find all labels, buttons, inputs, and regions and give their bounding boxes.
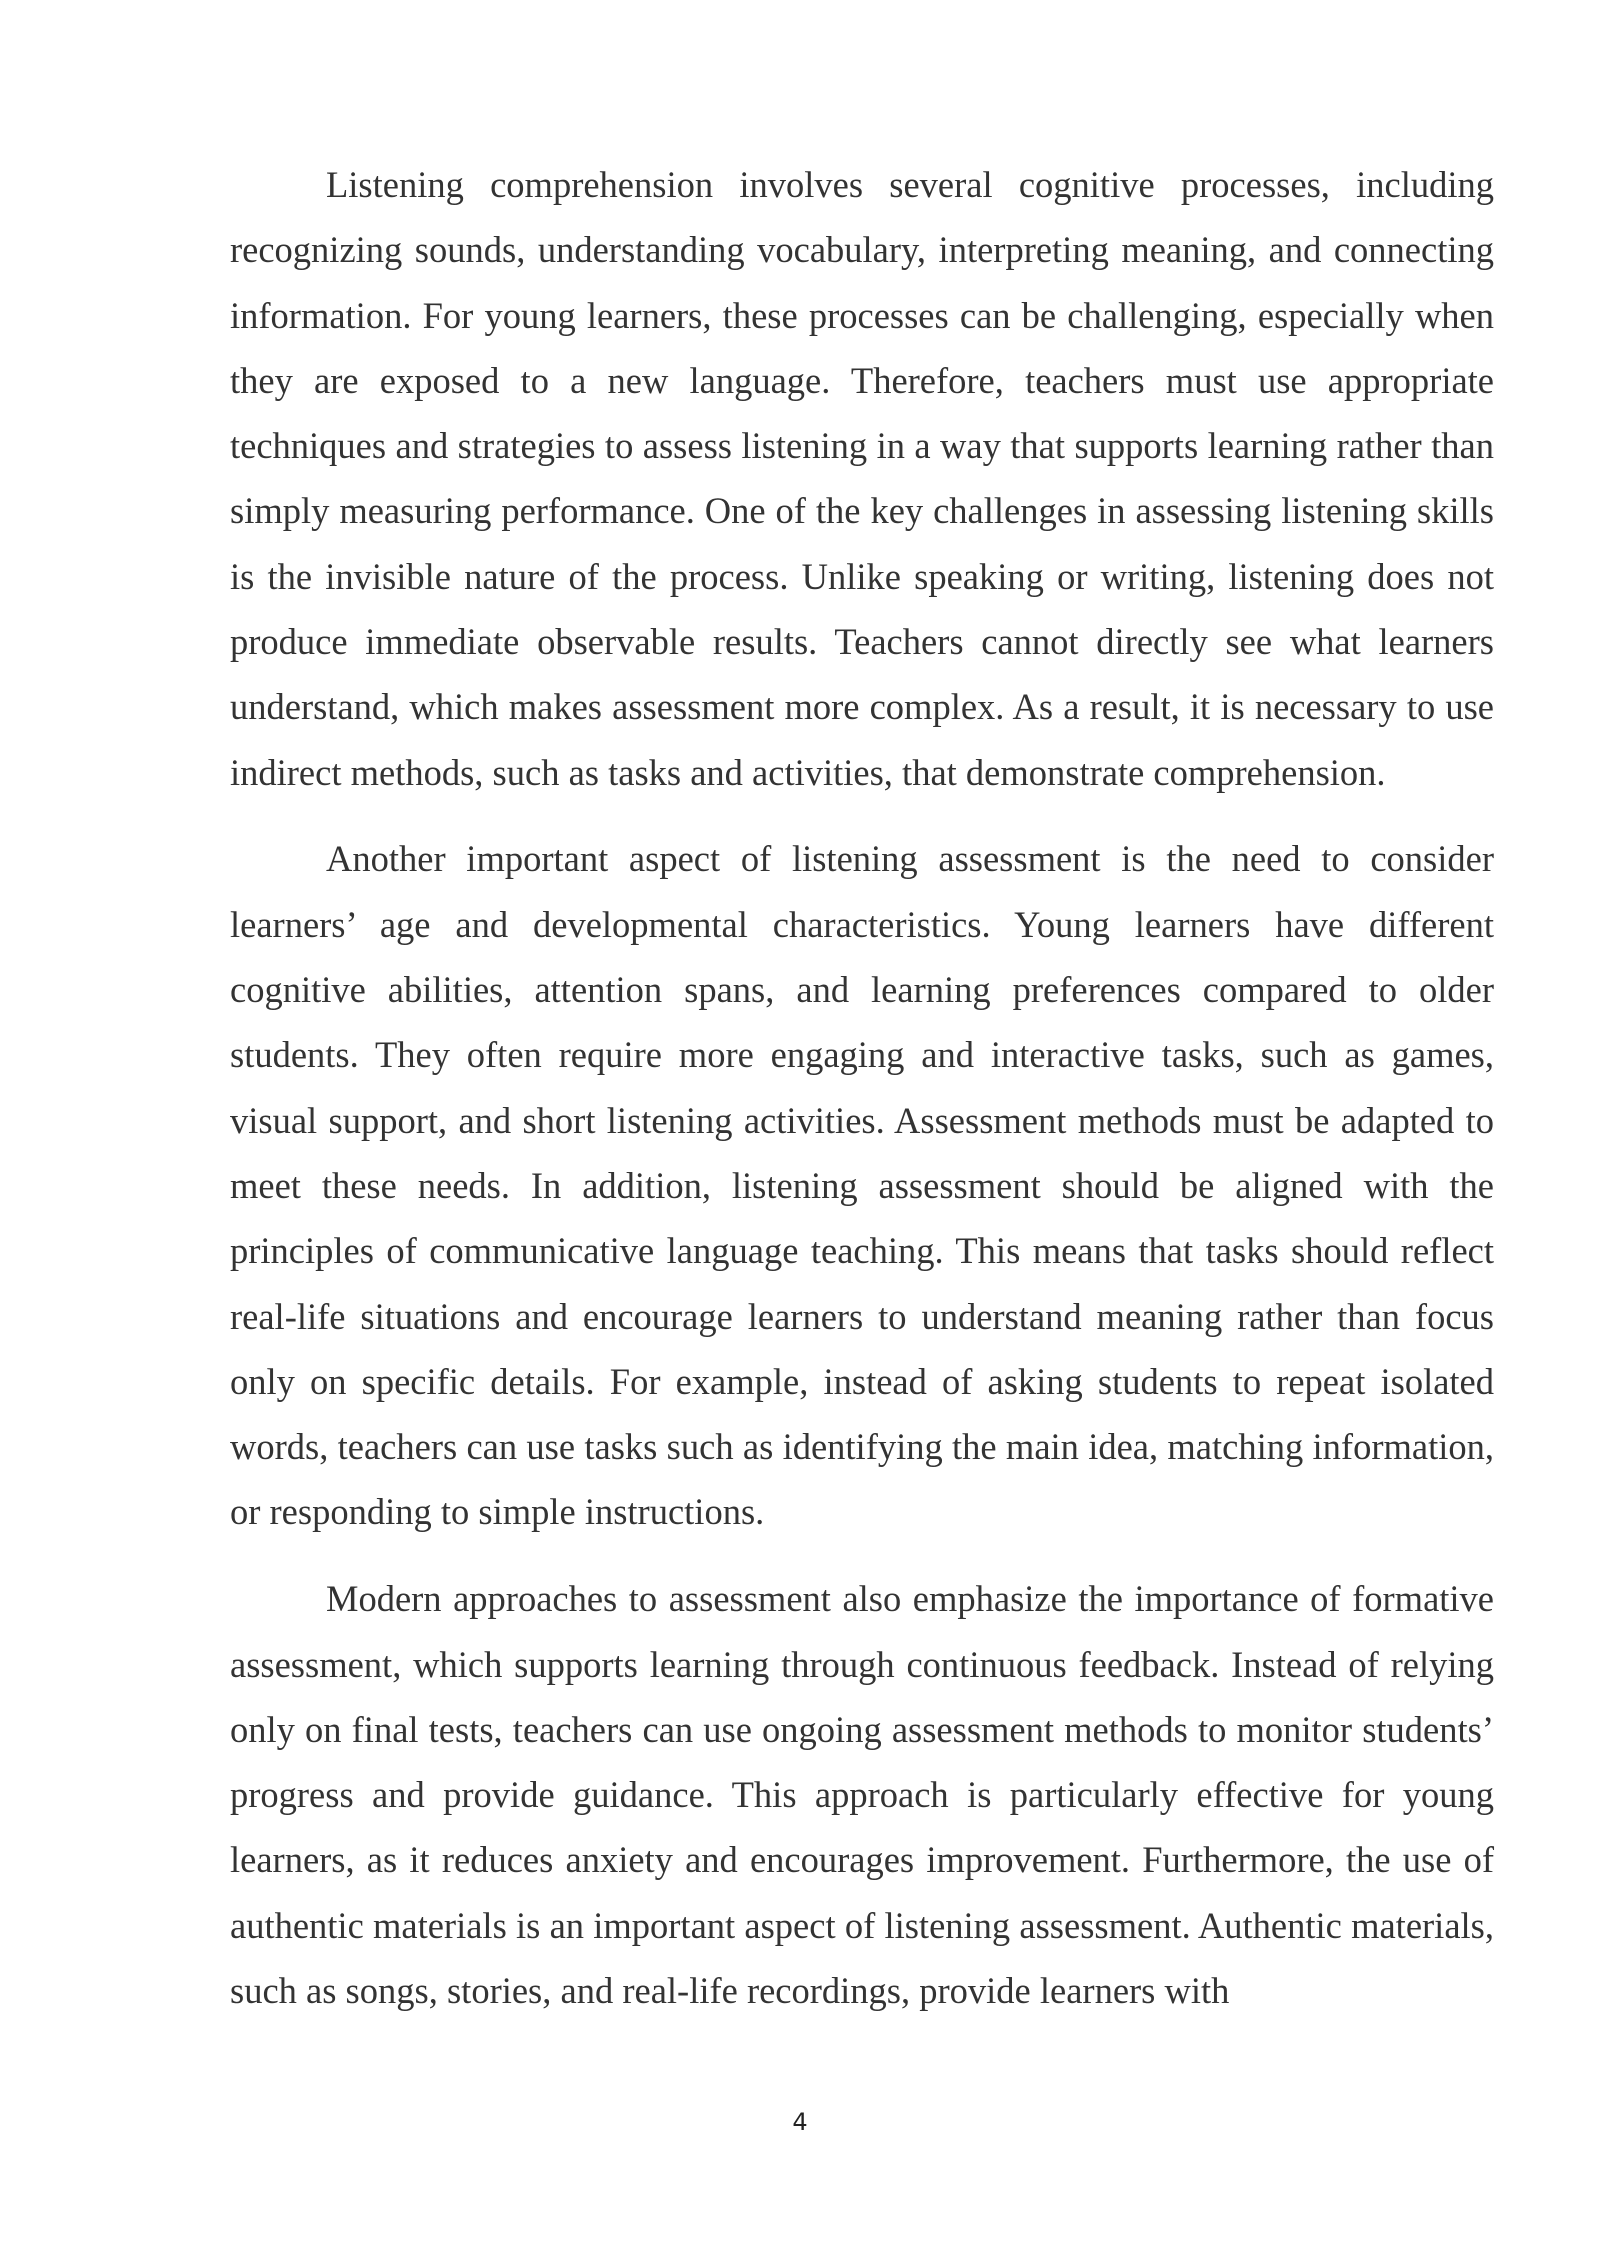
paragraph-2: Another important aspect of listening assessment is the need to consider learners’ age and developmental characteristics. Young learners have different cognitive abilities, attention spans, and learning preferences compared to older students. They often require more engaging and interactive tasks, such as games, visual support, and short listening activities. Assessment methods must be adapted to meet these needs. In addition, listening assessment should be aligned with the principles of communicative language teaching. This means that tasks should reflect real-life situations and encourage learners to understand meaning rather than focus only on specific details. For example, instead of asking students to repeat isolated words, teachers can use tasks such as identifying the main idea, matching information, or responding to simple instructions. <box>230 838 1494 1533</box>
body-text <box>230 152 1494 2023</box>
paragraph-1: Listening comprehension involves several cognitive processes, including recognizing sounds, understanding vocabulary, interpreting meaning, and connecting information. For young learners, these processes can be challenging, especially when they are exposed to a new language. Therefore, teachers must use appropriate techniques and strategies to assess listening in a way that supports learning rather than simply measuring performance. One of the key challenges in assessing listening skills is the invisible nature of the process. Unlike speaking or writing, listening does not produce immediate observable results. Teachers cannot directly see what learners understand, which makes assessment more complex. As a result, it is necessary to use indirect methods, such as tasks and activities, that demonstrate comprehension. <box>230 164 1494 793</box>
page-number: 4 <box>792 2108 808 2136</box>
paragraph-3: Modern approaches to assessment also emphasize the importance of formative assessment, which supports learning through continuous feedback. Instead of relying only on final tests, teachers can use ongoing assessment methods to monitor students’ progress and provide guidance. This approach is particularly effective for young learners, as it reduces anxiety and encourages improvement. Furthermore, the use of authentic materials is an important aspect of listening assessment. Authentic materials, such as songs, stories, and real-life recordings, provide learners with <box>230 1578 1494 2012</box>
